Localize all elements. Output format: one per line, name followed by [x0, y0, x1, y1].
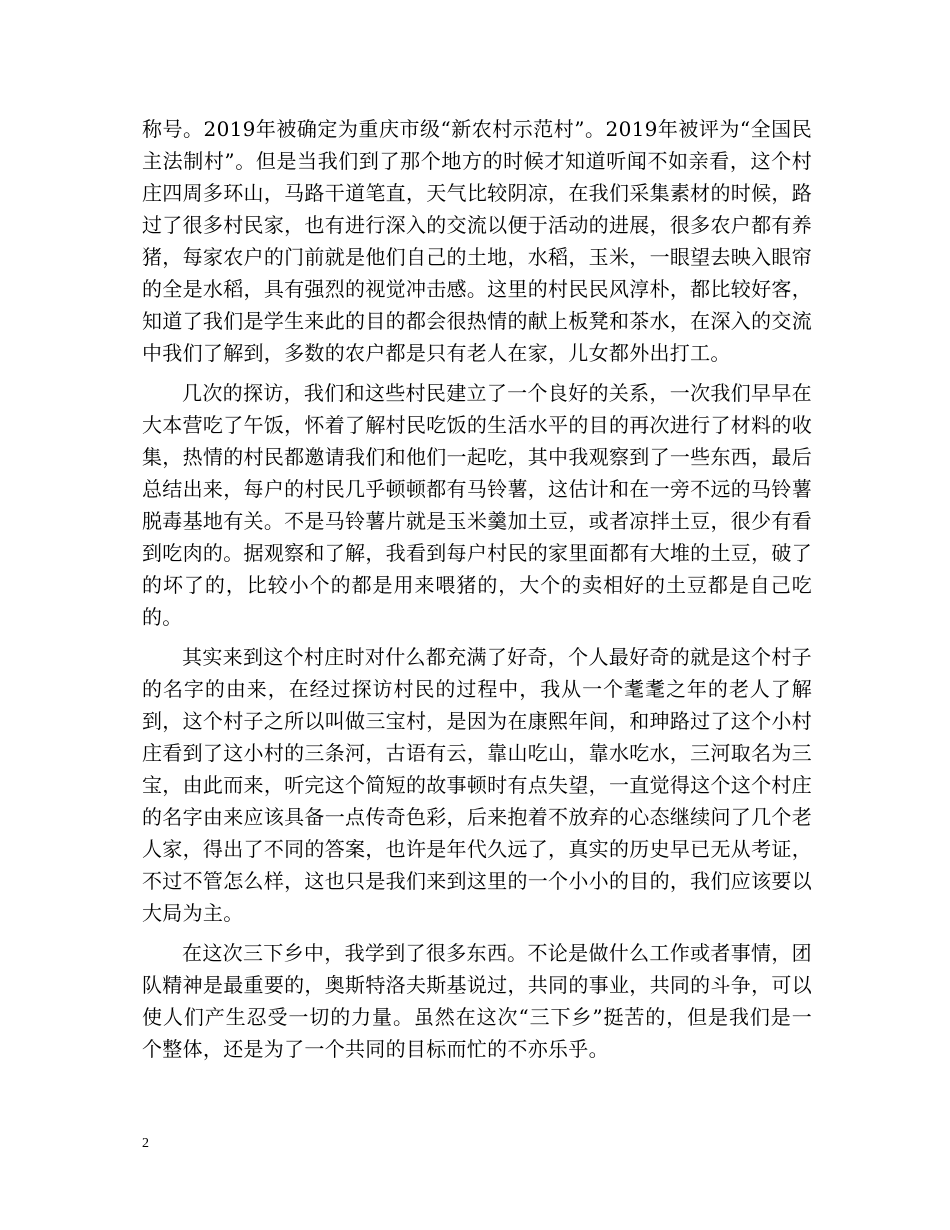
document-body — [142, 113, 812, 1073]
paragraph-3: 其实来到这个村庄时对什么都充满了好奇，个人最好奇的就是这个村子的名字的由来，在经过探访村民的过程中，我从一个耄耄之年的老人了解到，这个村子之所以叫做三宝村，是因为在康熙年间，和珅路过了这个小村庄看到了这小村的三条河，古语有云，靠山吃山，靠水吃水，三河取名为三宝，由此而来，听完这个简短的故事顿时有点失望，一直觉得这个这个村庄的名字由来应该具备一点传奇色彩，后来抱着不放弃的心态继续问了几个老人家，得出了不同的答案，也许是年代久远了，真实的历史早已无从考证，不过不管怎么样，这也只是我们来到这里的一个小小的目的，我们应该要以大局为主。 — [142, 645, 812, 925]
paragraph-4: 在这次三下乡中，我学到了很多东西。不论是做什么工作或者事情，团队精神是最重要的，奥斯特洛夫斯基说过，共同的事业，共同的斗争，可以使人们产生忍受一切的力量。虽然在这次“三下乡”挺苦的，但是我们是一个整体，还是为了一个共同的目标而忙的不亦乐乎。 — [142, 941, 812, 1061]
paragraph-2: 几次的探访，我们和这些村民建立了一个良好的关系，一次我们早早在大本营吃了午饭，怀着了解村民吃饭的生活水平的目的再次进行了材料的收集，热情的村民都邀请我们和他们一起吃，其中我观察到了一些东西，最后总结出来，每户的村民几乎顿顿都有马铃薯，这估计和在一旁不远的马铃薯脱毒基地有关。不是马铃薯片就是玉米羹加土豆，或者凉拌土豆，很少有看到吃肉的。据观察和了解，我看到每户村民的家里面都有大堆的土豆，破了的坏了的，比较小个的都是用来喂猪的，大个的卖相好的土豆都是自己吃的。 — [142, 381, 812, 629]
page-number: 2 — [142, 1136, 149, 1151]
paragraph-1: 称号。2019年被确定为重庆市级“新农村示范村”。2019年被评为“全国民主法制村”。但是当我们到了那个地方的时候才知道听闻不如亲看，这个村庄四周多环山，马路干道笔直，天气比较阴凉，在我们采集素材的时候，路过了很多村民家，也有进行深入的交流以便于活动的进展，很多农户都有养猪，每家农户的门前就是他们自己的土地，水稻，玉米，一眼望去映入眼帘的全是水稻，具有强烈的视觉冲击感。这里的村民民风淳朴，都比较好客，知道了我们是学生来此的目的都会很热情的献上板凳和茶水，在深入的交流中我们了解到，多数的农户都是只有老人在家，儿女都外出打工。 — [142, 117, 812, 365]
